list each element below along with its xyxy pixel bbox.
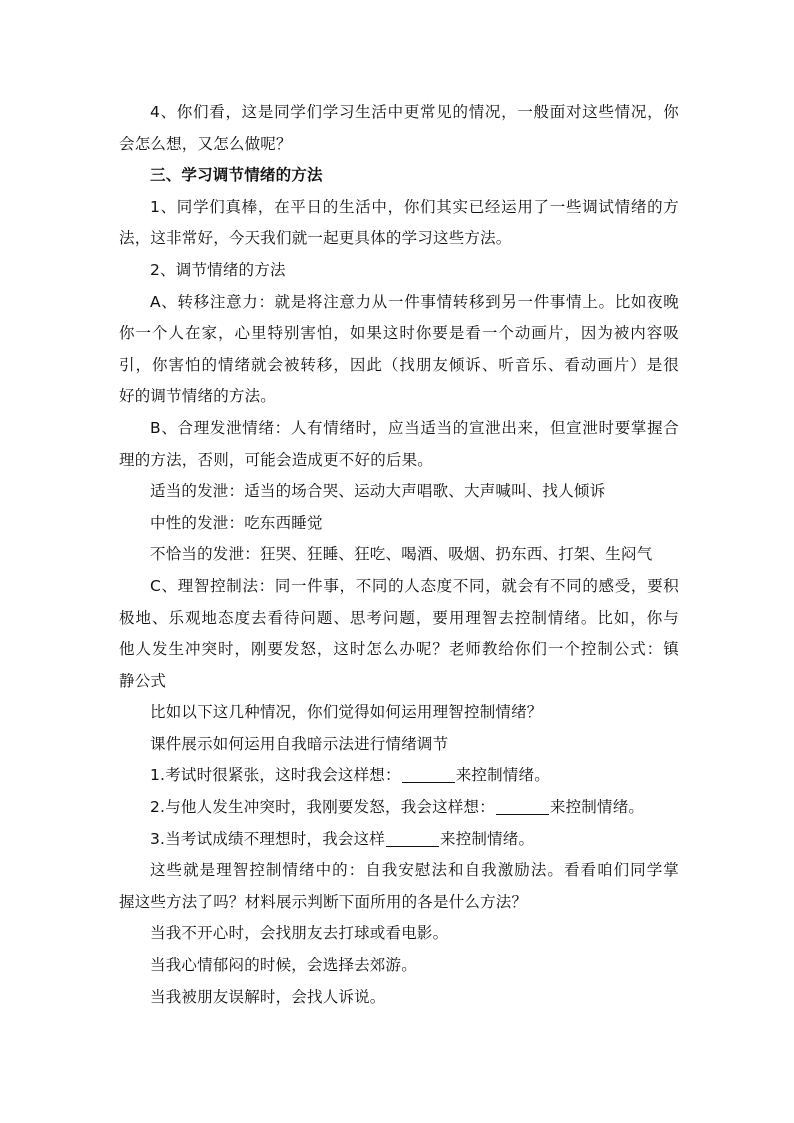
method-c-line-2: 极地、乐观地态度去看待问题、思考问题，要用理智去控制情绪。比如，你与 xyxy=(119,608,679,627)
example-1: 当我不开心时，会找朋友去打球或看电影。 xyxy=(150,924,449,943)
exercise-item-1 xyxy=(119,760,679,792)
exercise-item-2-suffix: 来控制情绪。 xyxy=(549,798,645,817)
method-a-line-4: 好的调节情绪的方法。 xyxy=(119,387,277,406)
vent-neutral: 中性的发泄：吃东西睡觉 xyxy=(150,513,323,532)
question-intro: 比如以下这几种情况，你们觉得如何运用理智控制情绪？ xyxy=(150,703,543,722)
method-a-line-2: 你一个人在家，心里特别害怕，如果这时你要是看一个动画片，因为被内容吸 xyxy=(119,324,679,343)
method-b-line-1: B、合理发泄情绪：人有情绪时，应当适当的宣泄出来，但宣泄时要掌握合 xyxy=(150,418,679,437)
paragraph-4-line-2: 会怎么想，又怎么做呢？ xyxy=(119,134,292,153)
exercise-item-3-prompt: 3.当考试成绩不理想时，我会这样 xyxy=(150,829,385,848)
example-3: 当我被朋友误解时，会找人诉说。 xyxy=(150,987,386,1006)
paragraph-2-title: 2、调节情绪的方法 xyxy=(150,260,286,279)
method-a-line-1: A、转移注意力：就是将注意力从一件事情转移到另一件事情上。比如夜晚 xyxy=(150,292,679,311)
exercise-item-3 xyxy=(119,824,679,856)
fill-in-blank xyxy=(386,828,439,847)
summary-line-1: 这些就是理智控制情绪中的：自我安慰法和自我激励法。看看咱们同学掌 xyxy=(150,861,679,880)
vent-inappropriate: 不恰当的发泄：狂哭、狂睡、狂吃、喝酒、吸烟、扔东西、打架、生闷气 xyxy=(150,545,653,564)
exercise-item-2-prompt: 2.与他人发生冲突时，我刚要发怒，我会这样想： xyxy=(150,798,495,817)
fill-in-blank xyxy=(496,796,549,815)
paragraph-4-line-1: 4、你们看，这是同学们学习生活中更常见的情况，一般面对这些情况，你 xyxy=(150,103,679,121)
paragraph-1-line-2: 法，这非常好，今天我们就一起更具体的学习这些方法。 xyxy=(119,229,512,248)
vent-appropriate: 适当的发泄：适当的场合哭、运动大声唱歌、大声喊叫、找人倾诉 xyxy=(150,482,606,501)
method-b-line-2: 理的方法，否则，可能会造成更不好的后果。 xyxy=(119,450,434,469)
fill-in-blank xyxy=(402,764,455,783)
method-a-line-3: 引，你害怕的情绪就会被转移，因此（找朋友倾诉、听音乐、看动画片）是很 xyxy=(119,355,679,374)
exercise-item-1-suffix: 来控制情绪。 xyxy=(455,766,550,785)
exercise-item-3-suffix: 来控制情绪。 xyxy=(440,829,535,848)
example-2: 当我心情郁闷的时候，会选择去郊游。 xyxy=(150,956,417,975)
exercise-item-1-prompt: 1.考试时很紧张，这时我会这样想： xyxy=(150,766,401,785)
method-c-line-3: 他人发生冲突时，刚要发怒，这时怎么办呢？老师教给你们一个控制公式：镇 xyxy=(119,640,679,659)
method-c-line-1: C、理智控制法：同一件事，不同的人态度不同，就会有不同的感受，要积 xyxy=(150,576,679,595)
courseware-line: 课件展示如何运用自我暗示法进行情绪调节 xyxy=(150,734,449,753)
method-c-line-4: 静公式 xyxy=(119,671,167,690)
section-heading: 三、学习调节情绪的方法 xyxy=(150,166,323,185)
paragraph-1-line-1: 1、同学们真棒，在平日的生活中，你们其实已经运用了一些调试情绪的方 xyxy=(150,197,679,216)
document-body xyxy=(119,97,679,1013)
summary-line-2: 握这些方法了吗？材料展示判断下面所用的各是什么方法？ xyxy=(119,892,528,911)
exercise-item-2 xyxy=(119,792,679,824)
